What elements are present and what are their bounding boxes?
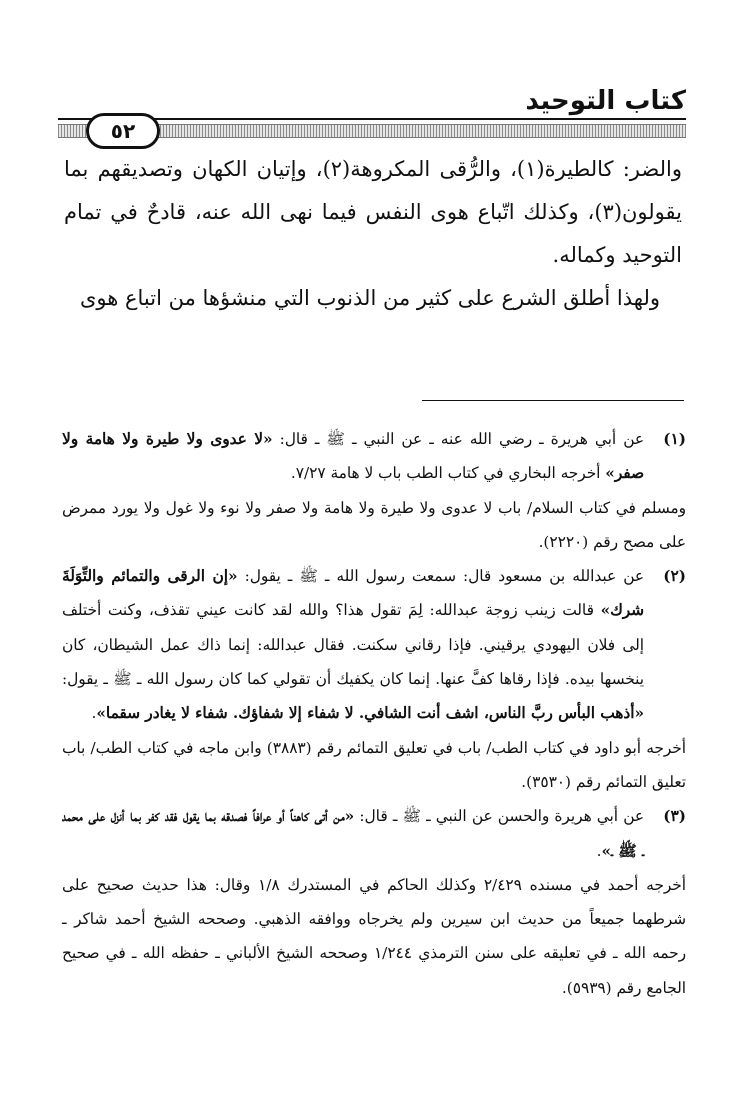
footnote-punctuation: .: [91, 704, 97, 723]
footnote-intro: عن أبي هريرة ـ رضي الله عنه ـ عن النبي ـ ﷺ ـ قال:: [272, 430, 644, 448]
page-number: ٥٢: [86, 113, 160, 149]
footnote-number: (١): [663, 430, 686, 448]
footnote-intro: عن أبي هريرة والحسن عن النبي ـ ﷺ ـ قال:: [354, 807, 645, 826]
main-text: [64, 148, 682, 320]
main-paragraph: والضر: كالطيرة(١)، والرُّقى المكروهة(٢)، وإتيان الكهان وتصديقهم بما يقولون(٣)، وكذلك اتّباع هوى النفس فيما نهى الله عنه، قادحٌ في تمام التوحيد وكماله.: [64, 157, 682, 267]
page-header: [58, 80, 686, 143]
footnote-continuation: أخرجه أحمد في مسنده ٢/٤٢٩ وكذلك الحاكم في المستدرك ١/٨ وقال: هذا حديث صحيح على شرطهما جميعاً من حديث ابن سيرين ولم يخرجاه ووافقه الذهبي. وصححه الشيخ أحمد شاكر ـ رحمه الله ـ في تعليقه على سنن الترمذي ١/٢٤٤ وصححه الشيخ الألباني ـ حفظه الله ـ في صحيح الجامع رقم (٥٩٣٩).: [62, 875, 686, 997]
footnote: [62, 799, 686, 1005]
footnote: [62, 559, 686, 799]
footnote-text: [62, 422, 644, 491]
footnote-continuation: أخرجه أبو داود في كتاب الطب/ باب في تعليق التمائم رقم (٣٨٨٣) وابن ماجه في كتاب الطب/ باب تعليق التمائم رقم (٣٥٣٠).: [62, 738, 686, 791]
hadith-text: «من أتى كاهناً أو عرافاً فصدقه بما يقول فقد كفر بما أنزل على محمد ـ ﷺ ـ»: [62, 807, 644, 860]
hadith-text: «لا عدوى ولا طيرة ولا هامة ولا صفر»: [62, 430, 644, 483]
footnote-number: (٢): [663, 567, 686, 586]
footnote-text: [62, 799, 644, 868]
footnotes: [62, 422, 686, 1005]
footnote-number: (٣): [663, 807, 686, 826]
footnote-divider: [422, 400, 684, 401]
footnote-source: أخرجه البخاري في كتاب الطب باب لا هامة ٧/٢٧.: [290, 464, 606, 483]
book-title: كتاب التوحيد: [525, 86, 686, 116]
main-paragraph: ولهذا أطلق الشرع على كثير من الذنوب التي منشؤها من اتباع هوى: [79, 286, 660, 310]
footnote-continuation: ومسلم في كتاب السلام/ باب لا عدوى ولا طيرة ولا هامة ولا صفر ولا نوء ولا غول ولا يورد ممرض على مصح رقم (٢٢٢٠).: [62, 498, 686, 551]
footnote-punctuation: .: [596, 841, 602, 860]
footnote-narration: قالت زينب زوجة عبدالله: لِمَ تقول هذا؟ والله لقد كانت عيني تقذف، وكنت أختلف إلى فلان اليهودي يرقيني. فإذا رقاني سكنت. فقال عبدالله: إنما ذاك عمل الشيطان، كان ينخسها بيده. فإذا رقاها كفَّ عنها. إنما كان يكفيك أن تقولي كما كان رسول الله ـ ﷺ ـ يقول:: [62, 601, 644, 689]
footnote-intro: عن عبدالله بن مسعود قال: سمعت رسول الله ـ ﷺ ـ يقول:: [237, 567, 644, 586]
footnote: [62, 422, 686, 559]
footnote-text: [62, 559, 644, 730]
hadith-text: «إن الرقى والتمائم والتِّوَلَةَ شرك»: [62, 567, 644, 620]
hadith-text: «أذهب البأس ربَّ الناس، اشف أنت الشافي. لا شفاء إلا شفاؤك. شفاء لا يغادر سقما»: [96, 704, 644, 723]
